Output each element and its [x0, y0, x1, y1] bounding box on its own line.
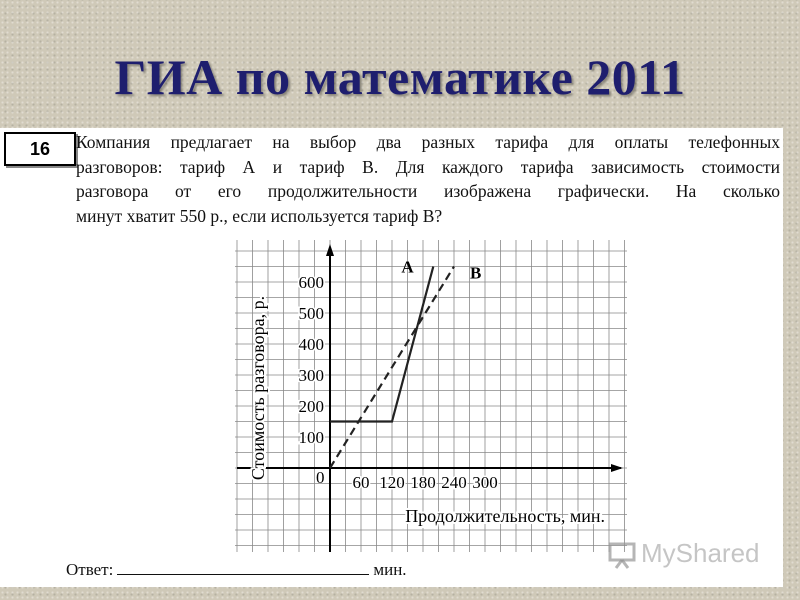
- answer-unit: мин.: [373, 560, 407, 579]
- answer-input-line[interactable]: [117, 560, 369, 575]
- y-tick-label: 500: [298, 304, 324, 323]
- y-tick-label: 400: [298, 335, 324, 354]
- y-axis-label: Стоимость разговора, р.: [248, 295, 268, 481]
- x-tick-label: 120: [379, 473, 405, 492]
- presentation-board-icon: [607, 541, 637, 569]
- problem-line: Компания предлагает на выбор два разных тарифа для оплаты телефонных: [76, 132, 780, 152]
- problem-line: разговоров: тариф А и тариф В. Для каждого тарифа зависимость стоимости: [76, 156, 780, 177]
- watermark-text: MyShared: [641, 538, 760, 568]
- slide-title: ГИА по математике 2011: [114, 49, 686, 105]
- y-tick-label: 200: [298, 397, 324, 416]
- watermark: [607, 538, 760, 569]
- problem-line: разговора от его продолжительности изображена графически. На сколько: [76, 181, 780, 201]
- y-tick-label: 100: [298, 428, 324, 447]
- problem-line: минут хватит 550 р., если используется тариф В?: [76, 205, 443, 226]
- tariff-chart: [235, 240, 627, 552]
- x-tick-label: 300: [472, 473, 498, 492]
- x-tick-label: 180: [410, 473, 436, 492]
- origin-label: 0: [316, 468, 325, 487]
- x-tick-label: 240: [441, 473, 467, 492]
- x-tick-label: 60: [352, 473, 370, 492]
- y-tick-label: 300: [298, 366, 324, 385]
- series-label: А: [401, 257, 414, 277]
- problem-number-badge: 16: [4, 132, 76, 166]
- x-axis-label: Продолжительность, мин.: [405, 506, 605, 526]
- y-tick-label: 600: [298, 273, 324, 292]
- answer-row: [66, 560, 407, 580]
- answer-label: Ответ:: [66, 560, 114, 579]
- problem-text: [76, 130, 780, 228]
- series-label: В: [470, 263, 482, 283]
